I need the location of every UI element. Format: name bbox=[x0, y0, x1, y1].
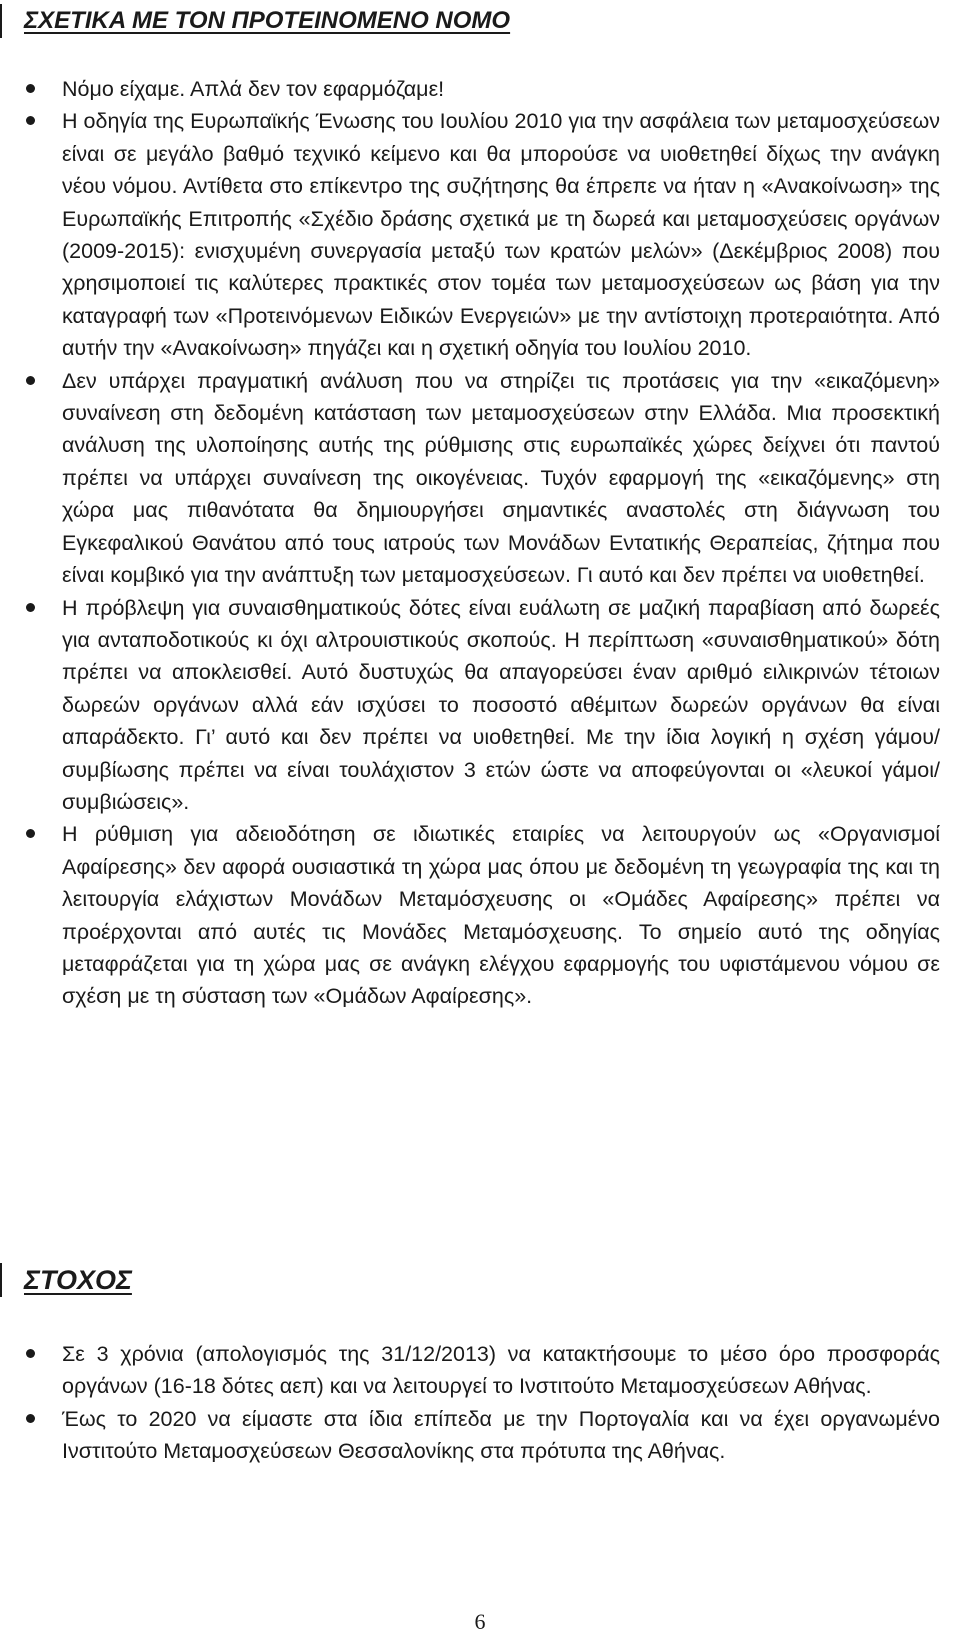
list-item-text: Σε 3 χρόνια (απολογισμός της 31/12/2013) να κατακτήσουμε το μέσο όρο προσφοράς οργάνων (16-18 δότες αεπ) και να λειτουργεί το Ινστιτούτο Μεταμοσχεύσεων Αθήνας. bbox=[62, 1342, 940, 1399]
bullet-icon bbox=[26, 116, 35, 125]
bullet-icon bbox=[26, 1349, 35, 1358]
bullet-icon bbox=[26, 84, 35, 93]
bullet-icon bbox=[26, 603, 35, 612]
list-item bbox=[0, 592, 960, 819]
list-item-text: Η οδηγία της Ευρωπαϊκής Ένωσης του Ιουλίου 2010 για την ασφάλεια των μεταμοσχεύσεων είναι σε μεγάλο βαθμό τεχνικό κείμενο και θα μπορούσε να υιοθετηθεί δίχως την ανάγκη νέου νόμου. Αντίθετα στο επίκεντρο της συζήτησης θα έπρεπε να ήταν η «Ανακοίνωση» της Ευρωπαϊκής Επιτροπής «Σχέδιο δράσης σχετικά με τη δωρεά και μεταμοσχεύσεις οργάνων (2009-2015): ενισχυμένη συνεργασία μεταξύ των κρατών μελών» (Δεκέμβριος 2008) που χρησιμοποιεί τις καλύτερες πρακτικές στον τομέα των μεταμοσχεύσεων ως βάση για την καταγραφή των «Προτεινόμενων Ειδικών Ενεργειών» με την αντίστοιχη προτεραιότητα. Από αυτήν την «Ανακοίνωση» πηγάζει και η σχετική οδηγία του Ιουλίου 2010. bbox=[62, 109, 940, 361]
list-item-text: Νόμο είχαμε. Απλά δεν τον εφαρμόζαμε! bbox=[62, 77, 445, 101]
bullet-icon bbox=[26, 376, 35, 385]
page-number: 6 bbox=[474, 1609, 486, 1634]
bullet-list-goal bbox=[0, 1338, 960, 1468]
list-item bbox=[0, 73, 960, 105]
list-item-text: Η πρόβλεψη για συναισθηματικούς δότες είναι ευάλωτη σε μαζική παραβίαση από δωρεές για ανταποδοτικούς κι όχι αλτρουιστικούς σκοπούς. Η περίπτωση «συναισθηματικού» δότη πρέπει να αποκλεισθεί. Αυτό δυστυχώς θα απαγορεύσει έναν αριθμό ειλικρινών τέτοιων δωρεών οργάνων αλλά εάν ισχύσει το ποσοστό αθέμιτων δωρεών οργάνων θα είναι απαράδεκτο. Γι’ αυτό και δεν πρέπει να υιοθετηθεί. Με την ίδια λογική η σχέση γάμου/συμβίωσης πρέπει να είναι τουλάχιστον 3 ετών ώστε να αποφεύγονται οι «λευκοί γάμοι/συμβιώσεις». bbox=[62, 595, 940, 814]
list-item-text: Δεν υπάρχει πραγματική ανάλυση που να στηρίζει τις προτάσεις για την «εικαζόμενη» συναίνεση στη δεδομένη κατάσταση των μεταμοσχεύσεων στην Ελλάδα. Μια προσεκτική ανάλυση της υλοποίησης αυτής της ρύθμισης στις ευρωπαϊκές χώρες δείχνει ότι παντού πρέπει να υπάρχει συναίνεση της οικογένειας. Τυχόν εφαρμογή της «εικαζόμενης» στη χώρα μας πιθανότατα θα δημιουργήσει σημαντικές αναστολές στη διάγνωση του Εγκεφαλικού Θανάτου από τους ιατρούς των Μονάδων Εντατικής Θεραπείας, ζήτημα που είναι κομβικό για την ανάπτυξη των μεταμοσχεύσεων. Γι αυτό και δεν πρέπει να υιοθετηθεί. bbox=[62, 368, 940, 588]
list-item-text: Έως το 2020 να είμαστε στα ίδια επίπεδα με την Πορτογαλία και να έχει οργανωμένο Ινστιτούτο Μεταμοσχεύσεων Θεσσαλονίκης στα πρότυπα της Αθήνας. bbox=[62, 1406, 940, 1464]
section-heading-proposed-law: ΣΧΕΤΙΚΑ ΜΕ ΤΟΝ ΠΡΟΤΕΙΝΟΜΕΝΟ ΝΟΜΟ bbox=[0, 4, 510, 38]
section-heading-goal: ΣΤΟΧΟΣ bbox=[0, 1263, 132, 1297]
bullet-list-proposed-law bbox=[0, 73, 960, 1013]
list-item bbox=[0, 1338, 960, 1403]
list-item-text: Η ρύθμιση για αδειοδότηση σε ιδιωτικές εταιρίες να λειτουργούν ως «Οργανισμοί Αφαίρεσης» δεν αφορά ουσιαστικά τη χώρα μας όπου με δεδομένη τη γεωγραφία της και τη λειτουργία ελάχιστων Μονάδων Μεταμόσχευσης οι «Ομάδες Αφαίρεσης» πρέπει να προέρχονται από αυτές τις Μονάδες Μεταμόσχευσης. Το σημείο αυτό της οδηγίας μεταφράζεται για τη χώρα μας σε ανάγκη ελέγχου εφαρμογής του υφιστάμενου νόμου σε σχέση με τη σύσταση των «Ομάδων Αφαίρεσης». bbox=[62, 822, 940, 1009]
bullet-icon bbox=[26, 1414, 35, 1423]
list-item bbox=[0, 1403, 960, 1468]
bullet-icon bbox=[26, 829, 35, 838]
list-item bbox=[0, 818, 960, 1012]
list-item bbox=[0, 365, 960, 592]
list-item bbox=[0, 105, 960, 364]
